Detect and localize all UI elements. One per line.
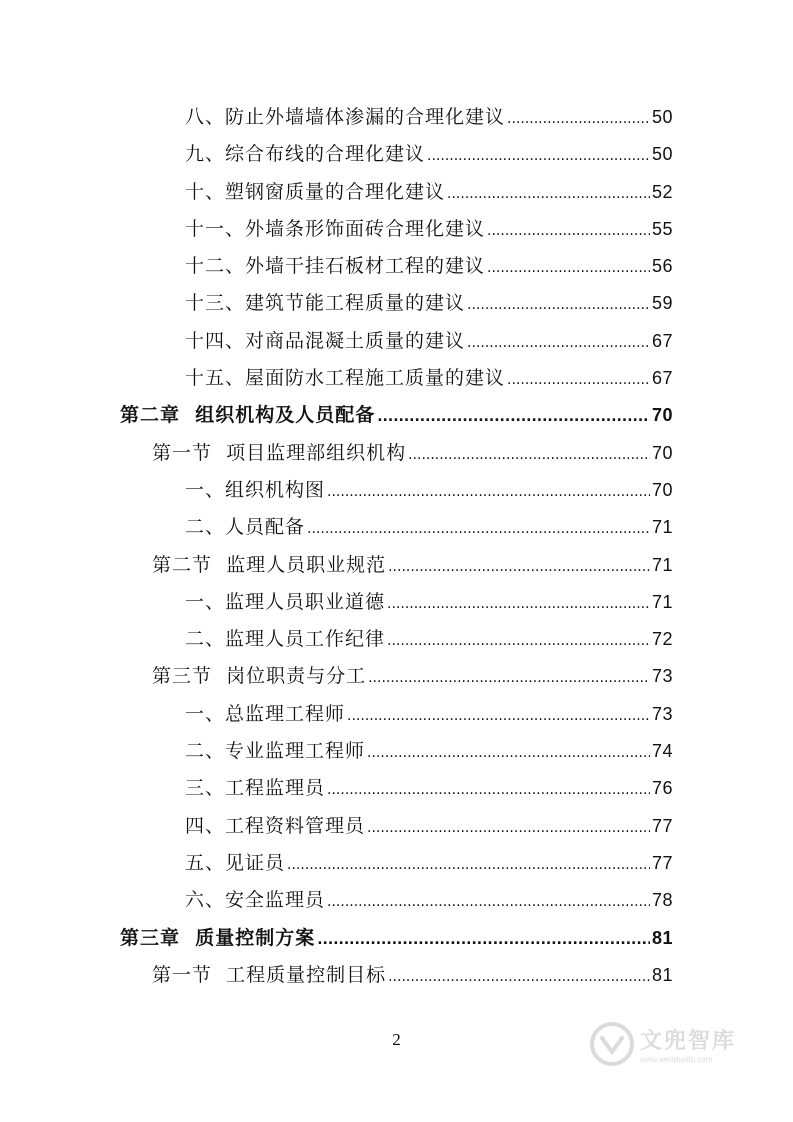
toc-entry-page: 59 [651,293,673,314]
toc-entry[interactable] [0,845,673,882]
toc-entry[interactable] [0,509,673,546]
toc-entry[interactable] [0,808,673,845]
toc-entry-page: 70 [651,405,673,426]
toc-entry-page: 78 [651,890,673,911]
toc-entry-page: 56 [651,256,673,277]
toc-entry-title: 第三节 岗位职责与分工 [152,665,367,688]
toc-entry[interactable] [0,174,673,211]
toc-entry-title: 十五、屋面防水工程施工质量的建议 [185,367,506,390]
toc-entry-title: 九、综合布线的合理化建议 [185,143,426,166]
toc-entry[interactable] [0,285,673,322]
watermark [588,1016,758,1072]
toc-dot-leader [287,847,650,884]
toc-dot-leader [368,660,650,697]
toc-dot-leader [507,362,650,399]
toc-entry-page: 74 [651,741,673,762]
toc-dot-leader [327,474,650,511]
page-number: 2 [392,1030,401,1049]
toc-dot-leader [367,735,650,772]
toc-entry-title: 十、塑钢窗质量的合理化建议 [185,180,446,203]
toc-entry[interactable] [0,435,673,472]
toc-entry-page: 50 [651,107,673,127]
toc-entry[interactable] [0,621,673,658]
toc-entry[interactable] [0,658,673,695]
toc-entry-page: 70 [651,442,673,463]
toc-dot-leader [487,213,650,250]
toc-dot-leader [317,922,650,959]
watermark-brand: 文兜智库 [640,1029,737,1054]
toc-dot-leader [467,287,650,324]
toc-entry[interactable] [0,360,673,397]
toc-entry-page: 71 [651,517,673,538]
toc-dot-leader [327,772,650,809]
toc-entry[interactable] [0,733,673,770]
toc-entry[interactable] [0,472,673,509]
toc-dot-leader [507,101,650,138]
toc-entry[interactable] [0,397,673,434]
table-of-contents [0,99,793,994]
toc-entry-title: 第二章 组织机构及人员配备 [120,404,376,427]
toc-entry-page: 50 [651,144,673,165]
toc-dot-leader [447,176,650,213]
toc-entry[interactable] [0,957,673,994]
toc-entry-title: 六、安全监理员 [185,889,326,912]
toc-entry-page: 67 [651,368,673,389]
toc-entry-page: 71 [651,591,673,612]
toc-dot-leader [327,884,650,921]
toc-entry-page: 77 [651,815,673,836]
toc-dot-leader [387,623,650,660]
toc-entry[interactable] [0,547,673,584]
toc-entry-title: 四、工程资料管理员 [185,814,366,837]
toc-entry[interactable] [0,323,673,360]
watermark-url: www.wenduolib.com [640,1055,713,1064]
toc-entry-page: 73 [651,703,673,724]
wendou-logo-icon [588,1020,636,1068]
toc-entry-page: 72 [651,629,673,650]
toc-entry-title: 三、工程监理员 [185,777,326,800]
toc-entry[interactable] [0,99,673,136]
toc-dot-leader [388,549,650,586]
toc-entry-title: 第二节 监理人员职业规范 [152,553,387,576]
toc-dot-leader [388,959,650,996]
toc-entry-title: 一、总监理工程师 [185,702,346,725]
toc-entry[interactable] [0,770,673,807]
toc-dot-leader [467,325,650,362]
toc-dot-leader [367,810,650,847]
toc-entry-title: 一、监理人员职业道德 [185,590,386,613]
toc-entry-title: 第三章 质量控制方案 [120,926,316,949]
toc-entry-title: 二、专业监理工程师 [185,740,366,763]
toc-entry-page: 81 [651,964,673,985]
toc-entry-page: 77 [651,852,673,873]
toc-entry-page: 67 [651,330,673,351]
toc-entry-page: 52 [651,181,673,202]
toc-entry[interactable] [0,920,673,957]
toc-entry[interactable] [0,136,673,173]
toc-dot-leader [387,586,650,623]
toc-entry-title: 一、组织机构图 [185,478,326,501]
toc-dot-leader [307,511,650,548]
toc-dot-leader [377,399,650,436]
toc-entry[interactable] [0,696,673,733]
toc-dot-leader [408,437,650,474]
toc-entry-page: 81 [651,927,673,948]
toc-entry-page: 73 [651,666,673,687]
toc-entry-title: 十四、对商品混凝土质量的建议 [185,329,466,352]
toc-entry[interactable] [0,882,673,919]
toc-dot-leader [347,698,650,735]
watermark-text [640,1024,736,1064]
toc-entry-title: 第一节 项目监理部组织机构 [152,441,407,464]
toc-entry[interactable] [0,248,673,285]
toc-entry-title: 八、防止外墙墙体渗漏的合理化建议 [185,106,506,128]
toc-entry-page: 71 [651,554,673,575]
toc-entry-title: 五、见证员 [185,851,286,874]
toc-entry-title: 十三、建筑节能工程质量的建议 [185,292,466,315]
toc-dot-leader [427,138,650,175]
toc-dot-leader [487,250,650,287]
toc-entry-title: 十二、外墙干挂石板材工程的建议 [185,255,486,278]
toc-entry-title: 二、监理人员工作纪律 [185,628,386,651]
toc-entry-title: 二、人员配备 [185,516,306,539]
toc-entry-page: 70 [651,479,673,500]
toc-entry-page: 76 [651,778,673,799]
toc-entry-title: 第一节 工程质量控制目标 [152,963,387,986]
toc-entry-title: 十一、外墙条形饰面砖合理化建议 [185,217,486,240]
toc-entry[interactable] [0,584,673,621]
toc-entry[interactable] [0,211,673,248]
toc-entry-page: 55 [651,218,673,239]
